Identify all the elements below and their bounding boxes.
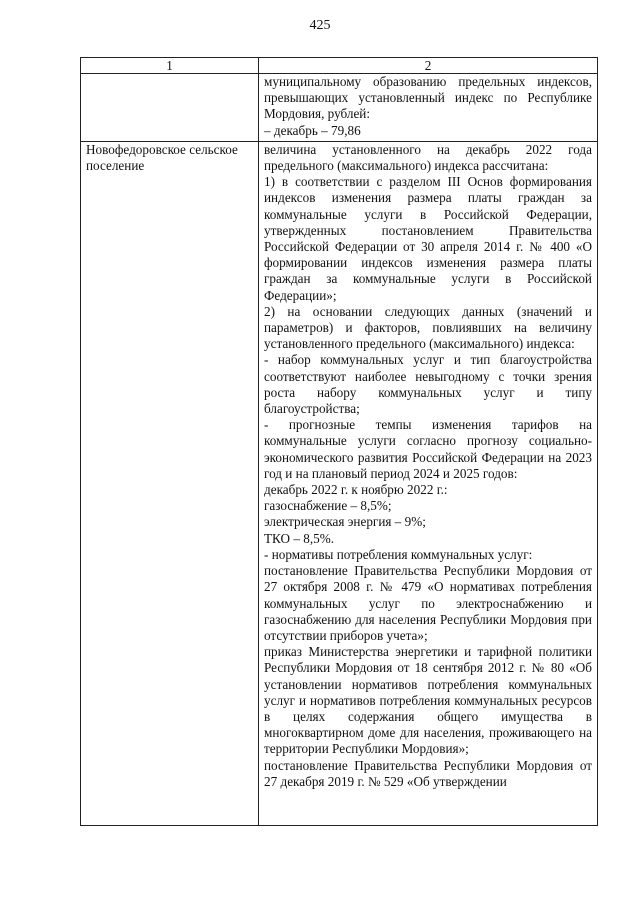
paragraph: - нормативы потребления коммунальных услуг: — [264, 546, 533, 562]
paragraph: – декабрь – 79,86 — [264, 122, 361, 138]
paragraph: муниципальному образованию предельных индексов, превышающих установленный индекс по Республике Мордовия, рублей: — [264, 74, 592, 122]
column-header-1: 1 — [81, 58, 259, 74]
document-table — [80, 57, 598, 826]
column-header-2: 2 — [259, 58, 598, 74]
paragraph: электрическая энергия – 9%; — [264, 514, 426, 530]
paragraph: приказ Министерства энергетики и тарифной политики Республики Мордовия от 18 сентября 2012 г. № 80 «Об установлении нормативов потребления коммунальных услуг и нормативов потребления коммунальных ресурсов в целях содержания общего имущества в многоквартирном доме для населения, проживающего на территории Республики Мордовия»; — [264, 644, 592, 757]
paragraph: 1) в соответствии с разделом III Основ формирования индексов изменения размера платы граждан за коммунальные услуги в Российской Федерации, утвержденных постановлением Правительства Российской Федерации от 30 апреля 2014 г. № 400 «О формировании индексов изменения размера платы граждан за коммунальные услуги в Российской Федерации»; — [264, 174, 592, 303]
table-row — [81, 141, 598, 825]
settlement-description-cell — [259, 141, 598, 825]
paragraph: - набор коммунальных услуг и тип благоустройства соответствуют наиболее невыгодному с точки зрения роста набору коммунальных услуг и типу благоустройства; — [264, 352, 592, 417]
paragraph: газоснабжение – 8,5%; — [264, 498, 392, 514]
paragraph: постановление Правительства Республики Мордовия от 27 октября 2008 г. № 479 «О нормативах потребления коммунальных услуг по электроснабжению и газоснабжению для населения Республики Мордовия при отсутствии приборов учета»; — [264, 563, 592, 643]
settlement-name: Новофедоровское сельское поселение — [86, 141, 238, 174]
header-row — [81, 58, 598, 74]
paragraph: 2) на основании следующих данных (значений и параметров) и факторов, повлиявших на величину установленного предельного (максимального) индекса: — [264, 303, 592, 352]
settlement-name-cell — [81, 141, 259, 825]
paragraph: величина установленного на декабрь 2022 года предельного (максимального) индекса рассчитана: — [264, 141, 592, 174]
page-number: 425 — [309, 18, 331, 33]
continuation-text-cell — [259, 74, 598, 142]
paragraph: декабрь 2022 г. к ноябрю 2022 г.: — [264, 482, 448, 498]
continuation-name-cell — [81, 74, 259, 142]
paragraph: постановление Правительства Республики Мордовия от 27 декабря 2019 г. № 529 «Об утверждении — [264, 757, 592, 789]
paragraph: ТКО – 8,5%. — [264, 530, 335, 546]
table-row — [81, 74, 598, 142]
paragraph: - прогнозные темпы изменения тарифов на коммунальные услуги согласно прогнозу социально-экономического развития Российской Федерации на 2023 год и на плановый период 2024 и 2025 годов: — [264, 417, 592, 481]
